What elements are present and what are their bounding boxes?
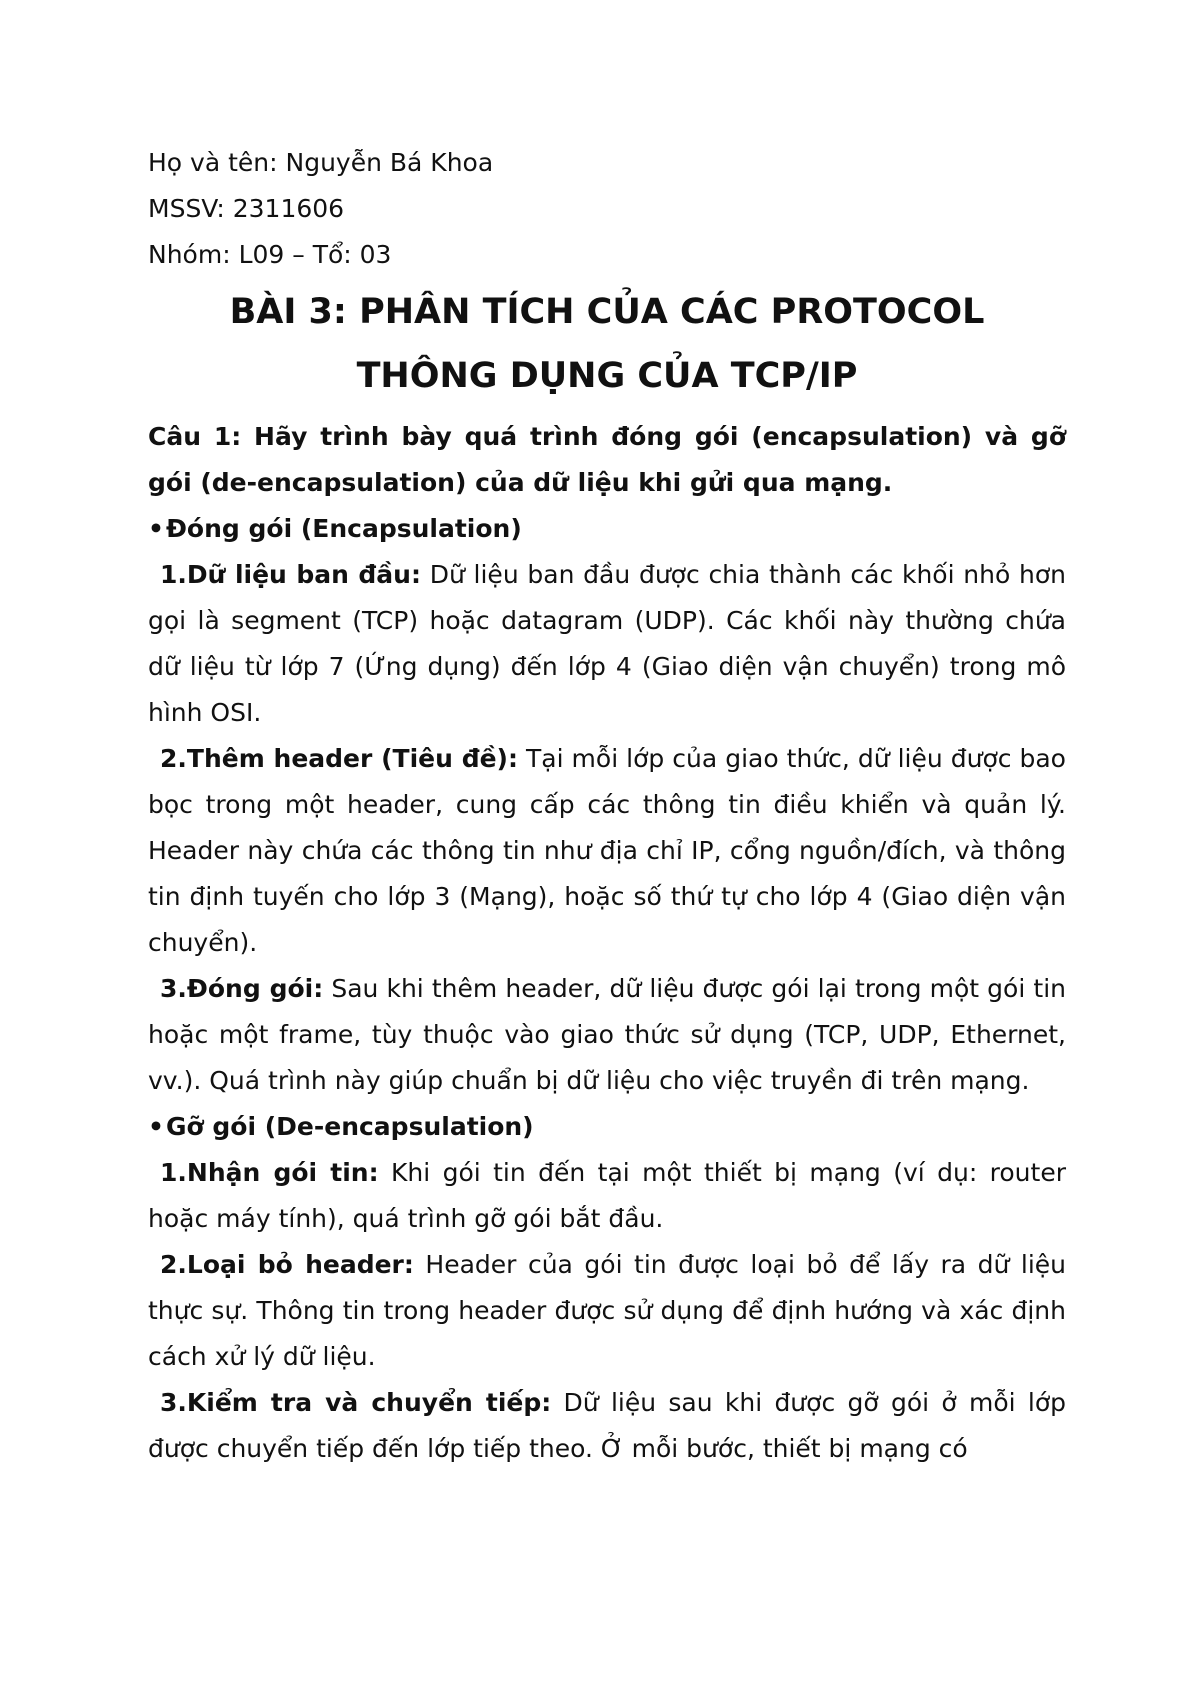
item-text: Tại mỗi lớp của giao thức, dữ liệu được bao bọc trong một header, cung cấp các thông tin điều khiển và quản lý. Header này chứa các thông tin như địa chỉ IP, cổng nguồn/đích, và thông tin định tuyến cho lớp 3 (Mạng), hoặc số thứ tự cho lớp 4 (Giao diện vận chuyển). [148,744,1066,957]
item-term: Thêm header (Tiêu đề): [186,744,518,773]
item-number: 3. [160,974,187,1003]
item-number: 2. [160,744,187,773]
bullet-icon: • [148,514,164,543]
item-number: 2. [160,1250,187,1279]
item-text: Sau khi thêm header, dữ liệu được gói lại trong một gói tin hoặc một frame, tùy thuộc vào giao thức sử dụng (TCP, UDP, Ethernet, vv.). Quá trình này giúp chuẩn bị dữ liệu cho việc truyền đi trên mạng. [148,974,1066,1095]
item-text: Dữ liệu ban đầu được chia thành các khối nhỏ hơn gọi là segment (TCP) hoặc datagram (UDP). Các khối này thường chứa dữ liệu từ lớp 7 (Ứng dụng) đến lớp 4 (Giao diện vận chuyển) trong mô hình OSI. [148,560,1066,727]
item-text: Khi gói tin đến tại một thiết bị mạng (ví dụ: router hoặc máy tính), quá trình gỡ gói bắt đầu. [148,1158,1066,1233]
student-id-line: MSSV: 2311606 [148,194,345,223]
section-heading-de-encapsulation [148,1104,1066,1150]
list-item [148,736,1066,966]
list-item [148,1242,1066,1380]
question-1: Câu 1: Hãy trình bày quá trình đóng gói (encapsulation) và gỡ gói (de-encapsulation) của dữ liệu khi gửi qua mạng. [148,422,1066,497]
section-heading-text: Đóng gói (Encapsulation) [165,514,522,543]
item-term: Nhận gói tin: [186,1158,379,1187]
title-line-2: THÔNG DỤNG CỦA TCP/IP [356,356,858,396]
item-term: Loại bỏ header: [186,1250,414,1279]
section-heading-text: Gỡ gói (De-encapsulation) [165,1112,534,1141]
group-line: Nhóm: L09 – Tổ: 03 [148,240,392,269]
list-item [148,1150,1066,1242]
item-term: Kiểm tra và chuyển tiếp: [186,1388,552,1417]
item-text: Header của gói tin được loại bỏ để lấy ra dữ liệu thực sự. Thông tin trong header được sử dụng để định hướng và xác định cách xử lý dữ liệu. [148,1250,1066,1371]
list-item [148,1380,1066,1472]
section-heading-encapsulation [148,506,1066,552]
list-item [148,966,1066,1104]
item-number: 3. [160,1388,187,1417]
item-term: Đóng gói: [186,974,324,1003]
item-text: Dữ liệu sau khi được gỡ gói ở mỗi lớp được chuyển tiếp đến lớp tiếp theo. Ở mỗi bước, thiết bị mạng có [148,1388,1066,1463]
list-item [148,552,1066,736]
title-line-1: BÀI 3: PHÂN TÍCH CỦA CÁC PROTOCOL [229,292,985,332]
student-name-line: Họ và tên: Nguyễn Bá Khoa [148,148,494,177]
item-number: 1. [160,560,187,589]
document-content [148,140,1066,1472]
item-number: 1. [160,1158,187,1187]
bullet-icon: • [148,1112,164,1141]
item-term: Dữ liệu ban đầu: [186,560,421,589]
